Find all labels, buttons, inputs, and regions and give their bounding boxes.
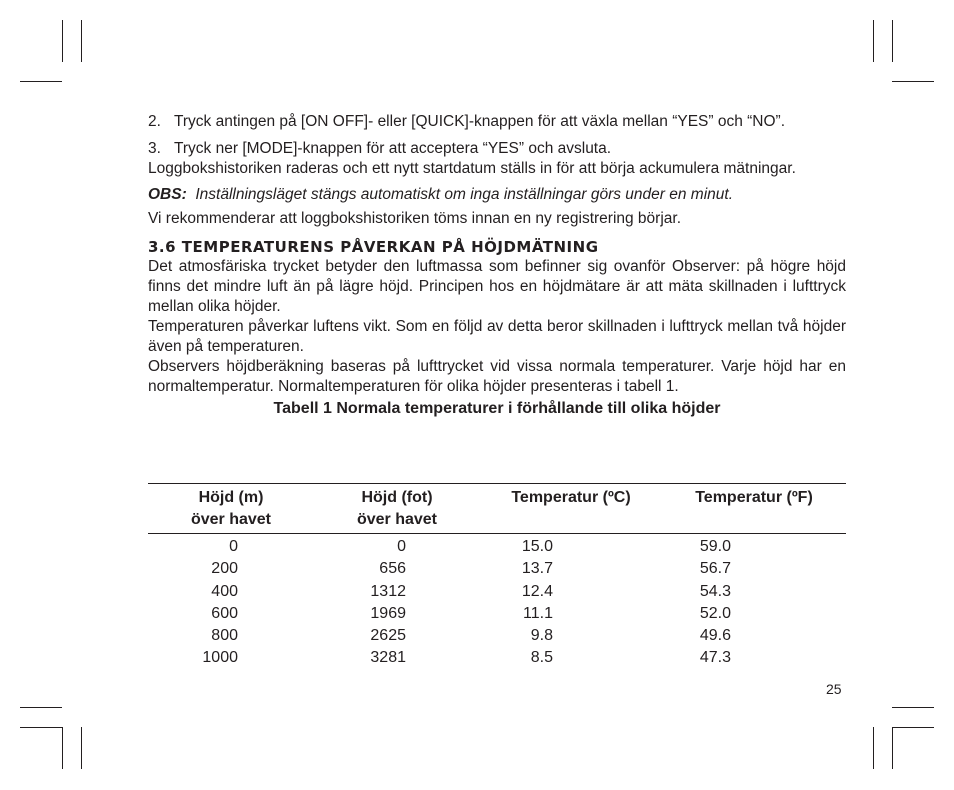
table-header-row	[148, 484, 846, 533]
table-cell: 2625	[370, 627, 406, 645]
table-cell: 0	[229, 538, 238, 555]
table-cell: 200	[211, 560, 238, 578]
page-body	[148, 112, 846, 419]
table-cell: 49.6	[699, 627, 731, 645]
paragraph-log: Loggbokshistoriken raderas och ett nytt startdatum ställs in för att börja ackumulera mätningar.	[148, 160, 796, 177]
paragraph: Det atmosfäriska trycket betyder den luftmassa som befinner sig ovanför Observer: på högre höjd finns det mindre luft än på lägre höjd. Principen hos en höjdmätare är att mäta skillnaden i lufttryck mellan olika höjder.	[148, 258, 846, 315]
table-row	[148, 558, 846, 580]
crop-mark	[873, 20, 874, 62]
column-header-line: Höjd (fot)	[361, 489, 433, 506]
table-cell: 59.0	[699, 538, 731, 555]
table-cell: 1969	[370, 604, 406, 622]
table-cell: 56.7	[699, 560, 731, 578]
column-header-line: över havet	[356, 511, 438, 528]
crop-mark	[81, 20, 82, 62]
table-cell: 52.0	[699, 604, 731, 622]
column-header	[148, 487, 314, 531]
column-header-line: över havet	[190, 511, 272, 528]
table-cell: 800	[211, 627, 238, 645]
table-row	[148, 603, 846, 625]
crop-mark	[892, 20, 893, 62]
note-text: Inställningsläget stängs automatiskt om inga inställningar görs under en minut.	[195, 186, 734, 203]
crop-mark	[20, 727, 62, 728]
crop-mark	[892, 727, 934, 728]
column-header-line: Höjd (m)	[198, 489, 264, 506]
table-caption: Tabell 1 Normala temperaturer i förhållande till olika höjder	[273, 400, 721, 417]
table-cell: 0	[397, 538, 406, 555]
paragraph: Observers höjdberäkning baseras på lufttrycket vid vissa normala temperaturer. Varje höjd har en normaltemperatur. Normaltemperaturen för olika höjder presenteras i tabell 1.	[148, 358, 846, 395]
table-row	[148, 536, 846, 558]
paragraph: Temperaturen påverkar luftens vikt. Som en följd av detta beror skillnaden i lufttryck mellan två höjder även på temperaturen.	[148, 318, 846, 355]
note-obs	[148, 185, 846, 205]
table-cell: 12.4	[521, 582, 553, 600]
table-cell: 600	[211, 604, 238, 622]
table-cell: 11.1	[523, 604, 553, 622]
table-cell: 15.0	[521, 538, 553, 555]
table-cell: 3281	[370, 649, 406, 667]
table-body	[148, 534, 846, 670]
table-cell: 47.3	[699, 649, 731, 667]
table-cell: 656	[379, 560, 406, 578]
page-number: 25	[826, 681, 842, 697]
crop-mark	[892, 727, 893, 769]
table-row	[148, 581, 846, 603]
crop-mark	[62, 20, 63, 62]
list-text: Tryck antingen på [ON OFF]- eller [QUICK]-knappen för att växla mellan “YES” och “NO”.	[174, 113, 786, 130]
temperature-table	[148, 483, 846, 670]
table-cell: 13.7	[521, 560, 553, 578]
section-heading: 3.6 TEMPERATURENS PÅVERKAN PÅ HÖJDMÄTNING	[148, 238, 599, 256]
column-header-line: Temperatur (ºF)	[695, 489, 813, 506]
table-cell: 400	[211, 582, 238, 600]
crop-mark	[20, 707, 62, 708]
list-item	[148, 139, 846, 159]
table-cell: 1312	[370, 582, 406, 600]
list-number: 2.	[148, 113, 161, 130]
crop-mark	[892, 81, 934, 82]
table-row	[148, 625, 846, 647]
crop-mark	[20, 81, 62, 82]
table-row	[148, 647, 846, 669]
list-item	[148, 112, 846, 132]
list-number: 3.	[148, 140, 161, 157]
column-header	[480, 487, 662, 509]
table-cell: 1000	[202, 649, 238, 667]
column-header	[314, 487, 480, 531]
list-text: Tryck ner [MODE]-knappen för att acceptera “YES” och avsluta.	[174, 140, 612, 157]
note-label: OBS:	[148, 186, 187, 203]
paragraph-recommend: Vi rekommenderar att loggbokshistoriken töms innan en ny registrering börjar.	[148, 210, 682, 227]
crop-mark	[873, 727, 874, 769]
crop-mark	[81, 727, 82, 769]
crop-mark	[62, 727, 63, 769]
crop-mark	[892, 707, 934, 708]
column-header	[662, 487, 846, 509]
table-cell: 8.5	[530, 649, 553, 667]
table-cell: 54.3	[699, 582, 731, 600]
table-cell: 9.8	[530, 627, 553, 645]
column-header-line: Temperatur (ºC)	[511, 489, 631, 506]
